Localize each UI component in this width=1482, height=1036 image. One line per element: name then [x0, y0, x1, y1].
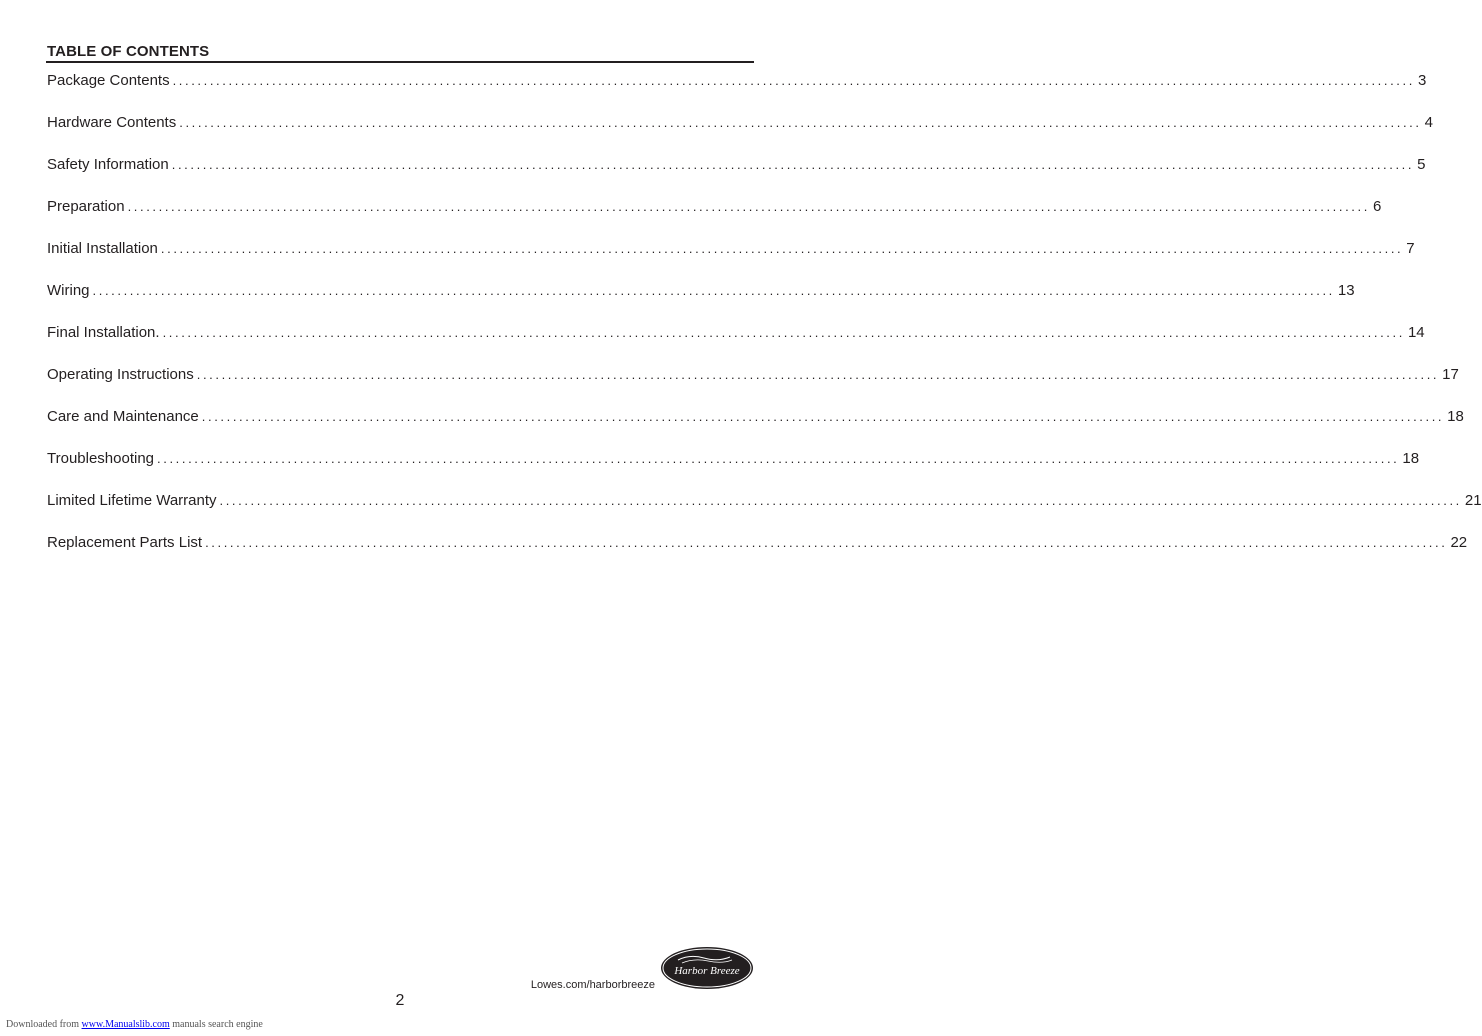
download-note-suffix: manuals search engine	[172, 1019, 263, 1030]
toc-entry[interactable]	[47, 240, 1415, 282]
toc-entry-label: Safety Information	[47, 156, 169, 173]
toc-entry-page: 3	[1417, 72, 1427, 89]
toc-entry-label: Package Contents	[47, 72, 170, 89]
toc-entry-page: 13	[1337, 282, 1355, 299]
toc-entry-page: 18	[1447, 408, 1464, 425]
toc-entry-page: 6	[1372, 198, 1382, 215]
toc-entry-label: Final Installation.	[47, 324, 160, 341]
toc-entry-label: Operating Instructions	[47, 366, 194, 383]
title-divider	[46, 61, 754, 63]
page-number: 2	[395, 992, 405, 1009]
toc-dot-leader: ........................................................................................................................................................................................................	[127, 199, 1370, 214]
toc-entry-page: 17	[1442, 366, 1459, 383]
toc-dot-leader: ........................................................................................................................................................................................................	[172, 73, 1415, 88]
toc-entry-label: Troubleshooting	[47, 450, 155, 467]
toc-entry-label: Care and Maintenance	[47, 408, 199, 425]
harbor-breeze-logo	[660, 946, 754, 990]
toc-entry-page: 7	[1406, 240, 1415, 257]
toc-entry[interactable]	[47, 156, 1426, 198]
toc-entry[interactable]	[47, 450, 1420, 492]
toc-dot-leader: ........................................................................................................................................................................................................	[162, 325, 1405, 340]
toc-dot-leader: ........................................................................................................................................................................................................	[196, 367, 1440, 382]
website-url[interactable]: Lowes.com/harborbreeze	[530, 979, 655, 991]
toc-dot-leader: ........................................................................................................................................................................................................	[157, 451, 1400, 466]
toc-dot-leader: ........................................................................................................................................................................................................	[201, 409, 1445, 424]
toc-entry[interactable]	[47, 492, 1482, 534]
toc-entry-page: 14	[1407, 324, 1425, 341]
toc-entry[interactable]	[47, 72, 1427, 114]
toc-entry-label: Initial Installation	[47, 240, 158, 257]
toc-entry[interactable]	[47, 534, 1468, 576]
manualslib-link[interactable]: www.Manualslib.com	[81, 1019, 170, 1030]
toc-dot-leader: ........................................................................................................................................................................................................	[171, 157, 1415, 172]
toc-entry[interactable]	[47, 366, 1459, 408]
toc-entry-label: Replacement Parts List	[47, 534, 203, 551]
toc-entry-label: Limited Lifetime Warranty	[47, 492, 217, 509]
page-title: TABLE OF CONTENTS	[47, 43, 210, 60]
toc-entry-page: 5	[1417, 156, 1426, 173]
toc-entry-label: Hardware Contents	[47, 114, 177, 131]
toc-entry-page: 4	[1424, 114, 1433, 131]
table-of-contents	[47, 72, 1482, 576]
toc-entry-page: 21	[1464, 492, 1482, 509]
toc-dot-leader: ........................................................................................................................................................................................................	[92, 283, 1335, 298]
toc-dot-leader: ........................................................................................................................................................................................................	[205, 535, 1448, 550]
toc-entry[interactable]	[47, 114, 1433, 156]
download-note-prefix: Downloaded from	[6, 1019, 80, 1030]
toc-entry-page: 18	[1402, 450, 1420, 467]
toc-dot-leader: ........................................................................................................................................................................................................	[160, 241, 1404, 256]
toc-entry-label: Wiring	[47, 282, 90, 299]
toc-entry-page: 22	[1450, 534, 1468, 551]
toc-entry[interactable]	[47, 408, 1464, 450]
toc-entry-label: Preparation	[47, 198, 125, 215]
svg-text:Harbor Breeze: Harbor Breeze	[674, 965, 740, 977]
toc-dot-leader: ........................................................................................................................................................................................................	[219, 493, 1462, 508]
download-note	[6, 1019, 263, 1030]
toc-entry[interactable]	[47, 282, 1355, 324]
toc-entry[interactable]	[47, 324, 1425, 366]
toc-entry[interactable]	[47, 198, 1382, 240]
toc-dot-leader: ........................................................................................................................................................................................................	[179, 115, 1422, 130]
